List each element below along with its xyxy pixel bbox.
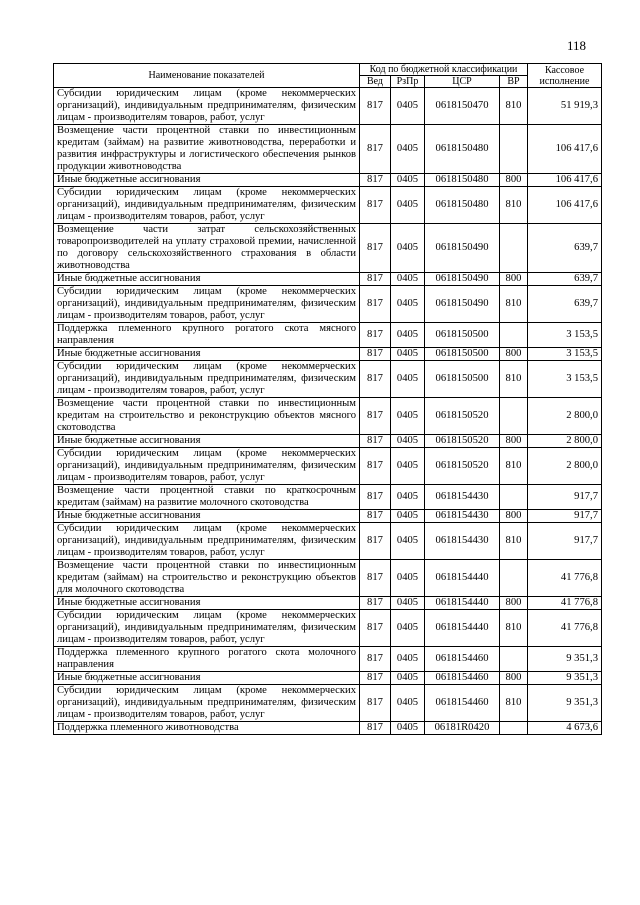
table-row	[54, 597, 602, 610]
row-csr: 0618150480	[425, 125, 500, 174]
header-vr: ВР	[500, 76, 528, 88]
row-name: Субсидии юридическим лицам (кроме некоммерческих организаций), индивидуальным предпринимателям, физическим лицам - производителям товаров, работ, услуг	[54, 610, 360, 647]
row-vr	[500, 323, 528, 348]
row-amount: 639,7	[528, 286, 602, 323]
row-rzpr: 0405	[391, 610, 425, 647]
row-name: Иные бюджетные ассигнования	[54, 672, 360, 685]
table-row	[54, 672, 602, 685]
table-row	[54, 435, 602, 448]
row-ved: 817	[360, 187, 391, 224]
row-csr: 0618150520	[425, 448, 500, 485]
row-name: Возмещение части процентной ставки по инвестиционным кредитам (займам) на строительство и реконструкцию объектов для молочного скотоводства	[54, 560, 360, 597]
table-row	[54, 398, 602, 435]
row-ved: 817	[360, 610, 391, 647]
table-row	[54, 348, 602, 361]
row-amount: 3 153,5	[528, 361, 602, 398]
table-row	[54, 523, 602, 560]
row-name: Поддержка племенного животноводства	[54, 722, 360, 735]
row-name: Субсидии юридическим лицам (кроме некоммерческих организаций), индивидуальным предпринимателям, физическим лицам - производителям товаров, работ, услуг	[54, 88, 360, 125]
row-name: Возмещение части процентной ставки по инвестиционным кредитам (займам) на развитие животноводства, переработки и развития инфраструктуры и логистического обеспечения рынков продукции животноводства	[54, 125, 360, 174]
row-rzpr: 0405	[391, 685, 425, 722]
row-ved: 817	[360, 510, 391, 523]
row-ved: 817	[360, 88, 391, 125]
table-header	[54, 64, 602, 88]
row-vr: 810	[500, 88, 528, 125]
row-amount: 2 800,0	[528, 398, 602, 435]
row-name: Иные бюджетные ассигнования	[54, 597, 360, 610]
row-vr: 800	[500, 348, 528, 361]
row-vr: 800	[500, 510, 528, 523]
row-vr	[500, 485, 528, 510]
row-csr: 0618150500	[425, 348, 500, 361]
table-row	[54, 610, 602, 647]
row-ved: 817	[360, 286, 391, 323]
row-rzpr: 0405	[391, 174, 425, 187]
row-amount: 639,7	[528, 224, 602, 273]
row-csr: 0618150490	[425, 273, 500, 286]
page-number: 118	[566, 38, 586, 53]
row-amount: 917,7	[528, 485, 602, 510]
row-rzpr: 0405	[391, 510, 425, 523]
row-ved: 817	[360, 560, 391, 597]
row-csr: 0618154460	[425, 647, 500, 672]
row-rzpr: 0405	[391, 273, 425, 286]
row-ved: 817	[360, 273, 391, 286]
row-name: Субсидии юридическим лицам (кроме некоммерческих организаций), индивидуальным предпринимателям, физическим лицам - производителям товаров, работ, услуг	[54, 685, 360, 722]
row-vr: 810	[500, 685, 528, 722]
header-rzpr: РзПр	[391, 76, 425, 88]
table-row	[54, 685, 602, 722]
row-name: Иные бюджетные ассигнования	[54, 348, 360, 361]
row-vr	[500, 647, 528, 672]
row-vr: 800	[500, 597, 528, 610]
row-rzpr: 0405	[391, 88, 425, 125]
row-name: Иные бюджетные ассигнования	[54, 174, 360, 187]
table-row	[54, 88, 602, 125]
row-rzpr: 0405	[391, 224, 425, 273]
row-vr: 810	[500, 523, 528, 560]
row-rzpr: 0405	[391, 125, 425, 174]
row-amount: 41 776,8	[528, 560, 602, 597]
row-amount: 2 800,0	[528, 435, 602, 448]
row-vr: 810	[500, 286, 528, 323]
row-amount: 9 351,3	[528, 647, 602, 672]
row-ved: 817	[360, 685, 391, 722]
row-ved: 817	[360, 647, 391, 672]
row-csr: 0618154440	[425, 597, 500, 610]
row-rzpr: 0405	[391, 323, 425, 348]
row-csr: 0618150470	[425, 88, 500, 125]
table-row	[54, 485, 602, 510]
row-csr: 0618150480	[425, 187, 500, 224]
row-amount: 41 776,8	[528, 610, 602, 647]
table-row	[54, 560, 602, 597]
row-amount: 3 153,5	[528, 348, 602, 361]
row-vr	[500, 224, 528, 273]
row-csr: 0618154430	[425, 485, 500, 510]
row-csr: 06181R0420	[425, 722, 500, 735]
row-rzpr: 0405	[391, 523, 425, 560]
row-amount: 639,7	[528, 273, 602, 286]
row-ved: 817	[360, 722, 391, 735]
row-ved: 817	[360, 448, 391, 485]
row-rzpr: 0405	[391, 435, 425, 448]
budget-table	[53, 63, 602, 735]
row-ved: 817	[360, 348, 391, 361]
row-amount: 106 417,6	[528, 174, 602, 187]
row-amount: 917,7	[528, 510, 602, 523]
row-name: Иные бюджетные ассигнования	[54, 435, 360, 448]
row-name: Поддержка племенного крупного рогатого скота мясного направления	[54, 323, 360, 348]
row-vr: 800	[500, 435, 528, 448]
row-csr: 0618150480	[425, 174, 500, 187]
row-name: Возмещение части затрат сельскохозяйственных товаропроизводителей на уплату страховой премии, начисленной по договору сельскохозяйственного страхования в области животноводства	[54, 224, 360, 273]
row-name: Поддержка племенного крупного рогатого скота молочного направления	[54, 647, 360, 672]
row-ved: 817	[360, 174, 391, 187]
table-row	[54, 448, 602, 485]
row-ved: 817	[360, 597, 391, 610]
row-rzpr: 0405	[391, 448, 425, 485]
row-ved: 817	[360, 485, 391, 510]
table-row	[54, 187, 602, 224]
row-rzpr: 0405	[391, 398, 425, 435]
row-ved: 817	[360, 361, 391, 398]
row-csr: 0618150500	[425, 323, 500, 348]
row-amount: 51 919,3	[528, 88, 602, 125]
table-row	[54, 722, 602, 735]
row-name: Субсидии юридическим лицам (кроме некоммерческих организаций), индивидуальным предпринимателям, физическим лицам - производителям товаров, работ, услуг	[54, 361, 360, 398]
row-vr: 800	[500, 672, 528, 685]
row-vr: 800	[500, 273, 528, 286]
row-csr: 0618154460	[425, 672, 500, 685]
row-amount: 917,7	[528, 523, 602, 560]
table-row	[54, 323, 602, 348]
header-cash: Кассовое исполнение	[528, 64, 602, 88]
table-row	[54, 510, 602, 523]
table-row	[54, 174, 602, 187]
row-ved: 817	[360, 224, 391, 273]
row-vr	[500, 722, 528, 735]
row-amount: 9 351,3	[528, 685, 602, 722]
row-rzpr: 0405	[391, 647, 425, 672]
row-rzpr: 0405	[391, 286, 425, 323]
row-name: Субсидии юридическим лицам (кроме некоммерческих организаций), индивидуальным предпринимателям, физическим лицам - производителям товаров, работ, услуг	[54, 448, 360, 485]
row-name: Иные бюджетные ассигнования	[54, 510, 360, 523]
row-amount: 41 776,8	[528, 597, 602, 610]
row-csr: 0618150520	[425, 398, 500, 435]
row-csr: 0618154440	[425, 610, 500, 647]
header-row-top	[54, 64, 602, 76]
row-name: Возмещение части процентной ставки по краткосрочным кредитам (займам) на развитие молочного скотоводства	[54, 485, 360, 510]
row-vr: 800	[500, 174, 528, 187]
row-amount: 2 800,0	[528, 448, 602, 485]
row-name: Субсидии юридическим лицам (кроме некоммерческих организаций), индивидуальным предпринимателям, физическим лицам - производителям товаров, работ, услуг	[54, 523, 360, 560]
row-csr: 0618154430	[425, 523, 500, 560]
row-name: Субсидии юридическим лицам (кроме некоммерческих организаций), индивидуальным предпринимателям, физическим лицам - производителям товаров, работ, услуг	[54, 187, 360, 224]
row-csr: 0618150490	[425, 224, 500, 273]
row-ved: 817	[360, 435, 391, 448]
row-rzpr: 0405	[391, 485, 425, 510]
header-code-group: Код по бюджетной классификации	[360, 64, 528, 76]
table-row	[54, 647, 602, 672]
row-csr: 0618154430	[425, 510, 500, 523]
header-name: Наименование показателей	[54, 64, 360, 88]
row-csr: 0618154460	[425, 685, 500, 722]
row-amount: 106 417,6	[528, 187, 602, 224]
row-vr: 810	[500, 187, 528, 224]
row-vr	[500, 560, 528, 597]
row-ved: 817	[360, 672, 391, 685]
row-vr	[500, 398, 528, 435]
row-csr: 0618154440	[425, 560, 500, 597]
row-amount: 106 417,6	[528, 125, 602, 174]
row-rzpr: 0405	[391, 672, 425, 685]
table-row	[54, 224, 602, 273]
row-csr: 0618150490	[425, 286, 500, 323]
row-name: Возмещение части процентной ставки по инвестиционным кредитам на строительство и реконструкцию объектов мясного скотоводства	[54, 398, 360, 435]
row-name: Иные бюджетные ассигнования	[54, 273, 360, 286]
row-csr: 0618150500	[425, 361, 500, 398]
row-amount: 4 673,6	[528, 722, 602, 735]
row-ved: 817	[360, 323, 391, 348]
row-rzpr: 0405	[391, 348, 425, 361]
row-ved: 817	[360, 125, 391, 174]
row-amount: 3 153,5	[528, 323, 602, 348]
row-vr: 810	[500, 448, 528, 485]
row-rzpr: 0405	[391, 361, 425, 398]
row-vr: 810	[500, 361, 528, 398]
table-row	[54, 361, 602, 398]
row-csr: 0618150520	[425, 435, 500, 448]
row-vr	[500, 125, 528, 174]
row-amount: 9 351,3	[528, 672, 602, 685]
row-ved: 817	[360, 398, 391, 435]
header-ved: Вед	[360, 76, 391, 88]
row-rzpr: 0405	[391, 560, 425, 597]
table-row	[54, 125, 602, 174]
row-vr: 810	[500, 610, 528, 647]
table-row	[54, 273, 602, 286]
row-rzpr: 0405	[391, 722, 425, 735]
table-body	[54, 88, 602, 735]
row-rzpr: 0405	[391, 597, 425, 610]
header-csr: ЦСР	[425, 76, 500, 88]
row-rzpr: 0405	[391, 187, 425, 224]
row-ved: 817	[360, 523, 391, 560]
row-name: Субсидии юридическим лицам (кроме некоммерческих организаций), индивидуальным предпринимателям, физическим лицам - производителям товаров, работ, услуг	[54, 286, 360, 323]
table-row	[54, 286, 602, 323]
